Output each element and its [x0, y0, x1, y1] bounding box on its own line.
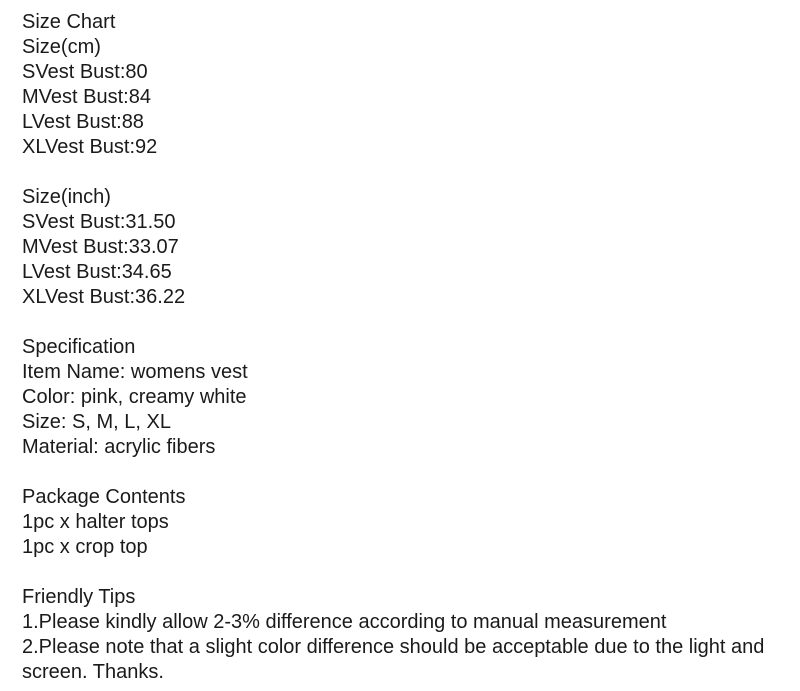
size-cm-row-xl: XLVest Bust:92 [22, 136, 158, 158]
package-contents-heading: Package Contents [22, 486, 186, 508]
size-chart-heading: Size Chart [22, 11, 116, 33]
size-inch-row-m: MVest Bust:33.07 [22, 236, 179, 258]
specification-section [22, 335, 792, 460]
size-cm-row-l: LVest Bust:88 [22, 111, 144, 133]
size-cm-subheading: Size(cm) [22, 36, 101, 58]
friendly-tips-heading: Friendly Tips [22, 586, 136, 608]
tip-measurement: 1.Please kindly allow 2-3% difference according to manual measurement [22, 611, 667, 633]
size-cm-section [22, 10, 792, 160]
size-inch-row-l: LVest Bust:34.65 [22, 261, 172, 283]
size-cm-row-s: SVest Bust:80 [22, 61, 148, 83]
size-inch-row-xl: XLVest Bust:36.22 [22, 286, 186, 308]
spec-material: Material: acrylic fibers [22, 436, 216, 458]
specification-heading: Specification [22, 336, 136, 358]
package-contents-section [22, 485, 792, 560]
size-inch-section [22, 185, 792, 310]
spec-item-name: Item Name: womens vest [22, 361, 248, 383]
spec-size: Size: S, M, L, XL [22, 411, 171, 433]
tip-color-difference: 2.Please note that a slight color difference should be acceptable due to the light and screen. Thanks. [22, 636, 765, 683]
size-cm-row-m: MVest Bust:84 [22, 86, 151, 108]
package-item-crop-top: 1pc x crop top [22, 536, 148, 558]
spec-color: Color: pink, creamy white [22, 386, 247, 408]
friendly-tips-section [22, 585, 792, 685]
product-description-document [22, 10, 792, 685]
size-inch-row-s: SVest Bust:31.50 [22, 211, 176, 233]
package-item-halter-tops: 1pc x halter tops [22, 511, 169, 533]
size-inch-subheading: Size(inch) [22, 186, 111, 208]
